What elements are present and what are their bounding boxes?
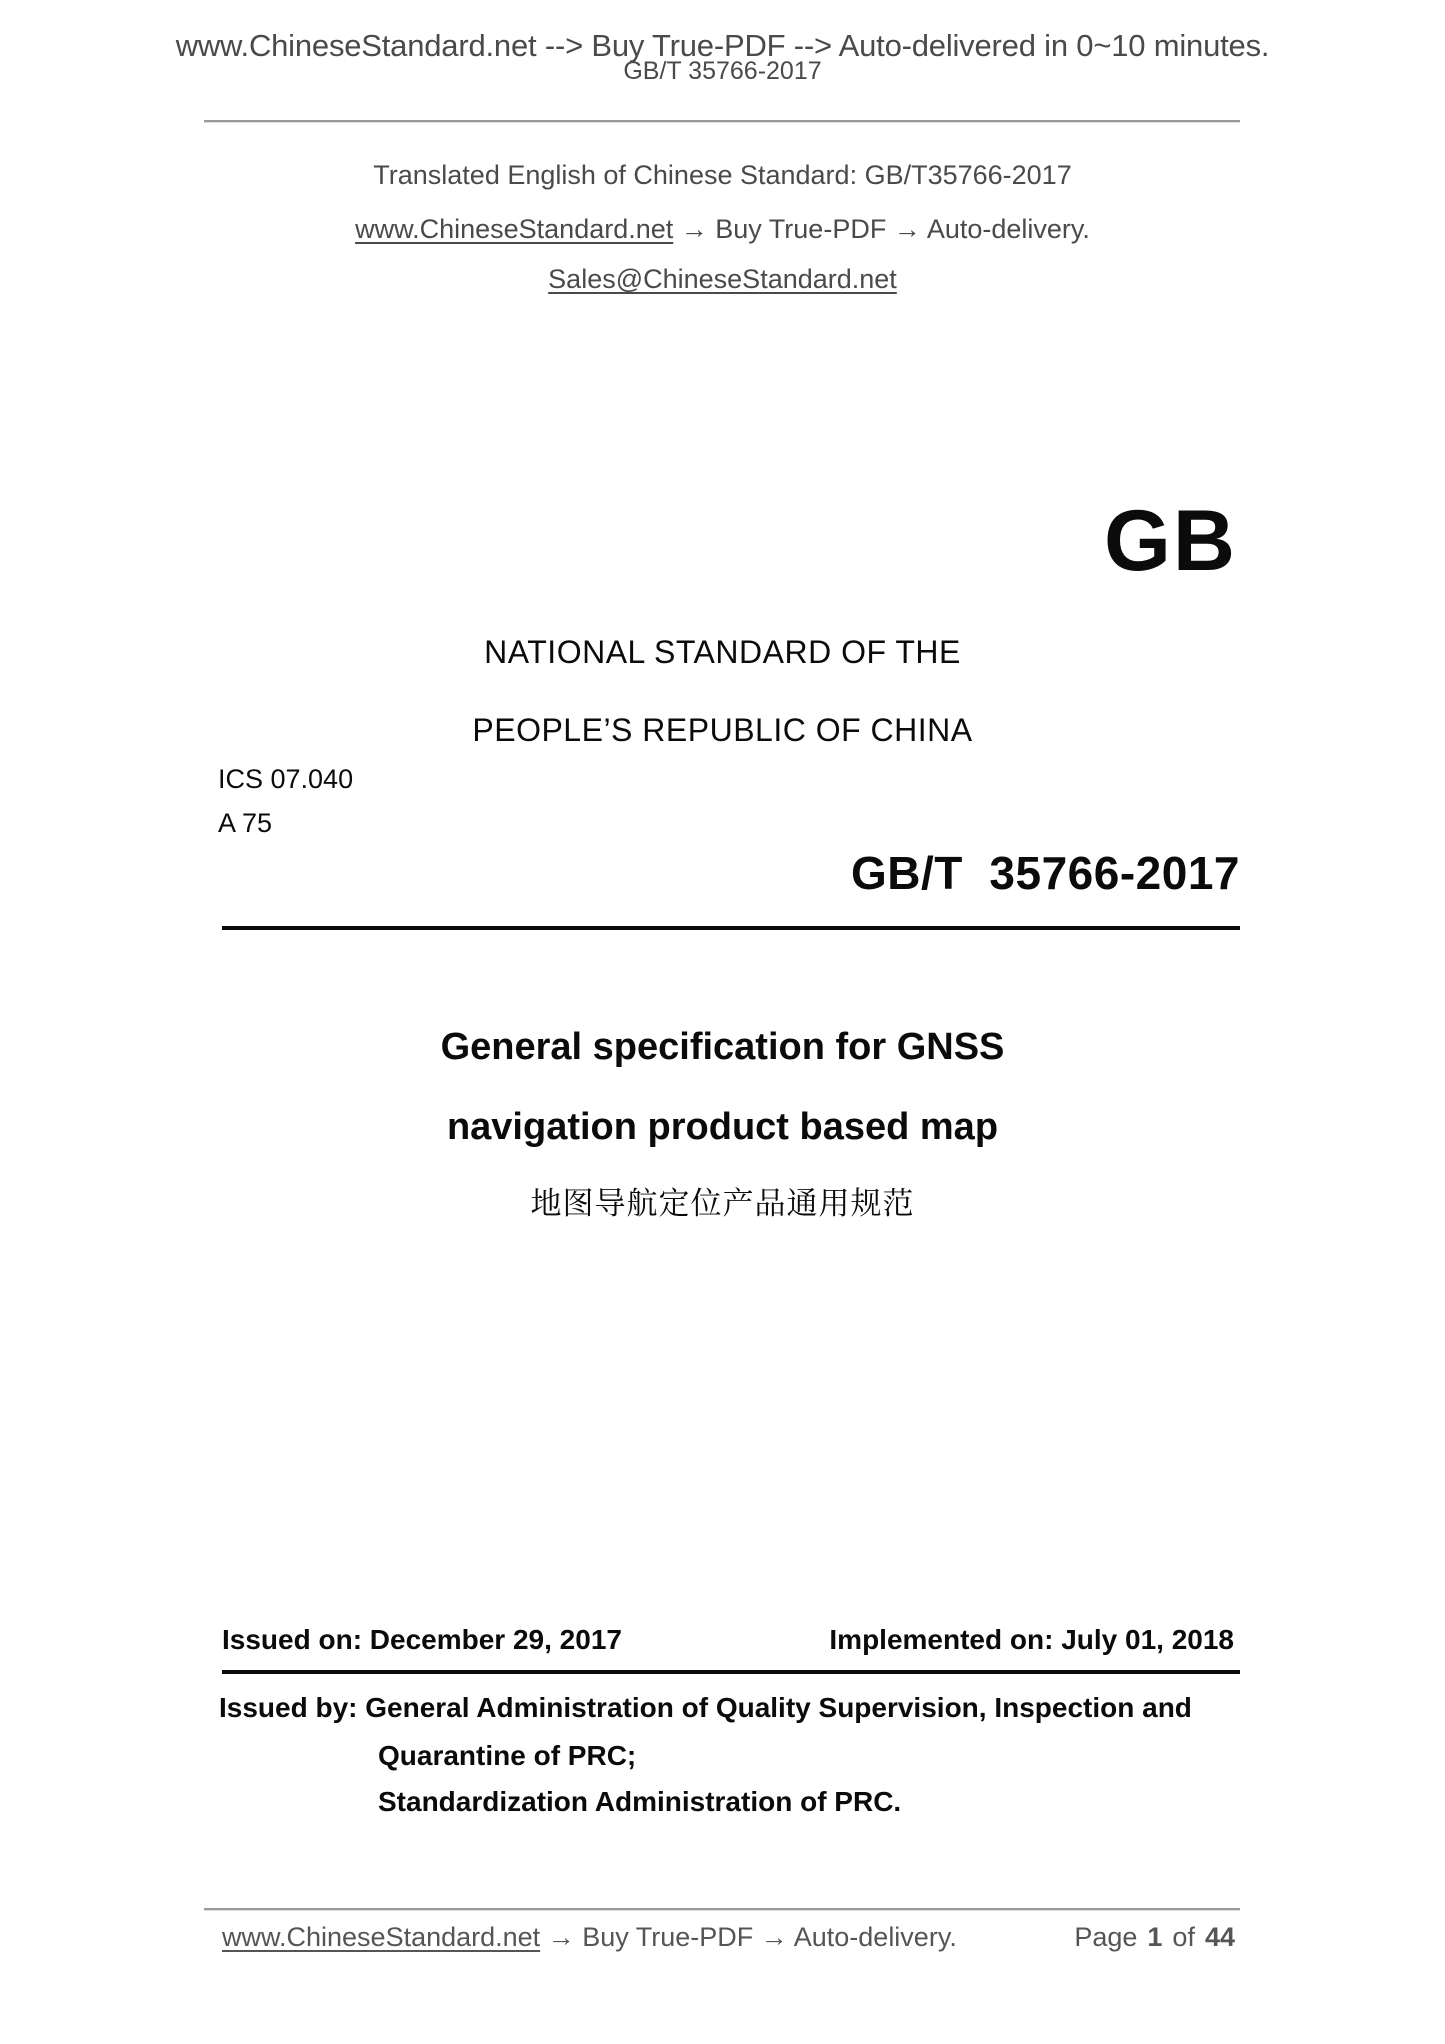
footer-site-link[interactable]: www.ChineseStandard.net [222,1922,541,1952]
ics-code: ICS 07.040 [218,764,354,794]
sales-email-link[interactable]: Sales@ChineseStandard.net [548,264,897,294]
email-line [0,264,1445,295]
header-promo-line: www.ChineseStandard.net --> Buy True-PDF --> Auto-delivered in 0~10 minutes. [175,28,1270,63]
gb-logo: GB [1104,493,1237,589]
dates-row [222,1624,1234,1656]
site-link[interactable]: www.ChineseStandard.net [355,214,674,244]
footer-purchase-rest: → Buy True-PDF → Auto-delivery. [540,1922,957,1952]
issued-by-line1: Issued by: General Administration of Quality Supervision, Inspection and [219,1692,1192,1723]
translated-standard-line: Translated English of Chinese Standard: GB/T35766-2017 [373,160,1072,190]
footer-row [222,1922,1235,1953]
dates-rule [222,1670,1240,1674]
issued-by-line3: Standardization Administration of PRC. [378,1786,902,1817]
classification-code: A 75 [218,808,273,838]
footer-purchase-line [222,1922,957,1953]
title-english-line1: General specification for GNSS [440,1026,1005,1068]
header-doc-code: GB/T 35766-2017 [623,57,822,85]
page-indicator [1074,1922,1235,1953]
page-number: 1 [1147,1922,1163,1952]
page-label: Page [1074,1922,1138,1952]
issued-by-line2: Quarantine of PRC; [378,1740,637,1771]
of-label: of [1172,1922,1195,1952]
header-divider [204,120,1240,123]
total-pages: 44 [1204,1922,1235,1952]
standard-number: GB/T 35766-2017 [850,847,1240,899]
footer-divider [204,1908,1240,1911]
title-english-line2: navigation product based map [446,1106,999,1148]
standard-number-rule [222,926,1240,930]
purchase-rest: → Buy True-PDF → Auto-delivery. [673,214,1090,244]
implemented-on-date: Implemented on: July 01, 2018 [829,1624,1234,1655]
purchase-line [0,214,1445,245]
national-standard-line1: NATIONAL STANDARD OF THE [484,634,961,670]
national-standard-line2: PEOPLE’S REPUBLIC OF CHINA [472,712,973,748]
title-chinese: 地图导航定位产品通用规范 [530,1186,915,1222]
issued-on-date: Issued on: December 29, 2017 [222,1624,622,1655]
